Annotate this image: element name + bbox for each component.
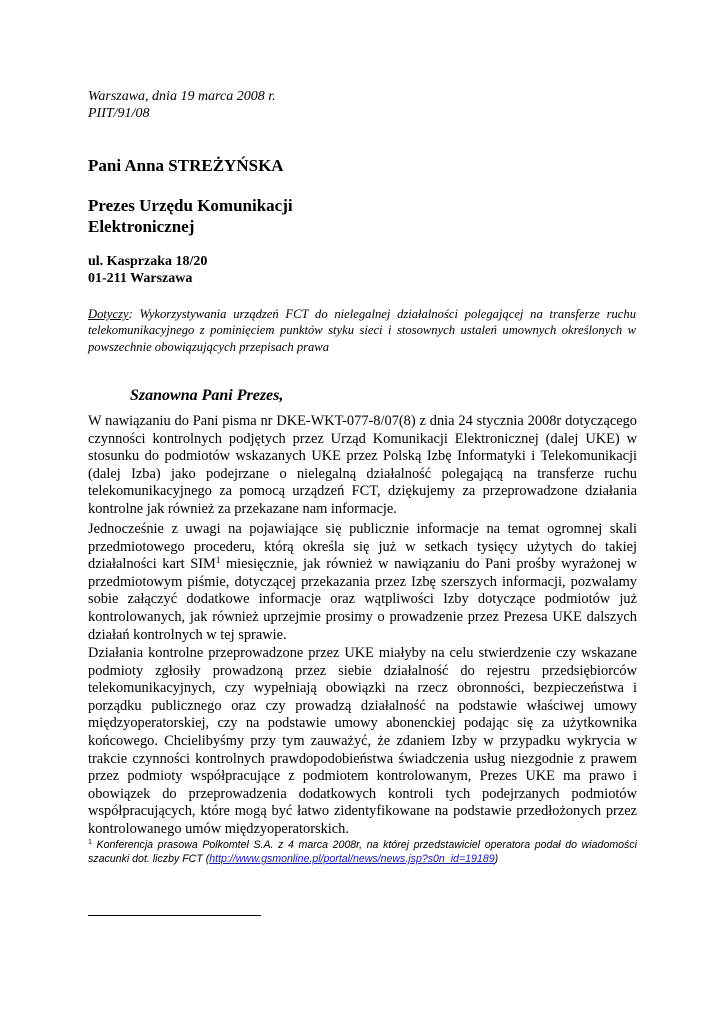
footnote xyxy=(88,838,637,866)
paragraph-2 xyxy=(88,521,637,644)
footnote-link[interactable]: http://www.gsmonline.pl/portal/news/news.jsp?s0n_id=19189 xyxy=(209,853,495,866)
recipient-street: ul. Kasprzaka 18/20 xyxy=(88,254,208,269)
footnote-separator xyxy=(88,915,261,916)
paragraph-1: W nawiązaniu do Pani pisma nr DKE-WKT-077-8/07(8) z dnia 24 stycznia 2008r dotyczącego czynności kontrolnych podjętych przez Urząd Komunikacji Elektronicznej (dalej UKE) w stosunku do podmiotów wskazanych UKE przez Polską Izbę Informatyki i Telekomunikacji (dalej Izba) jako podejrzane o nielegalną działalność polegającą na transferze ruchu telekomunikacyjnego za pomocą urządzeń FCT, dziękujemy za przeprowadzone działania kontrolne jak również za przekazane nam informacje. xyxy=(88,413,637,517)
recipient-name: Pani Anna STREŻYŃSKA xyxy=(88,156,284,175)
salutation: Szanowna Pani Prezes, xyxy=(130,387,284,404)
paragraph-2-text-start: Jednocześnie z uwagi na pojawiające się publicznie informacje na temat ogromnej skali przedmiotowego procederu, którą określa się już w setkach tysięcy użytych do takiej działalności kart SIM xyxy=(88,521,637,573)
recipient-position-line1: Prezes Urzędu Komunikacji xyxy=(88,196,293,215)
footnote-text: Konferencja prasowa Polkomtel S.A. z 4 marca 2008r, na której przedstawiciel operatora podał do wiadomości szacunki dot. liczby FCT ( xyxy=(88,839,637,866)
reference-number: PIIT/91/08 xyxy=(88,106,150,121)
recipient-position-line2: Elektronicznej xyxy=(88,217,195,236)
footnote-marker: 1 xyxy=(88,839,92,846)
footnote-reference: 1 xyxy=(215,555,221,566)
subject-text: : Wykorzystywania urządzeń FCT do nielegalnej działalności polegającej na transferze ruchu telekomunikacyjnego z pominięciem punktów styku sieci i stosownych ustaleń umownych określonych w powszechnie obowiązujących przepisach prawa xyxy=(88,307,636,354)
recipient-city: 01-211 Warszawa xyxy=(88,271,193,286)
paragraph-3: Działania kontrolne przeprowadzone przez UKE miałyby na celu stwierdzenie czy wskazane podmioty zgłosiły prowadzoną przez siebie działalność do rejestru przedsiębiorców telekomunikacyjnych, czy wypełniają obowiązki na rzecz obronności, bezpieczeństwa i porządku publicznego oraz czy prowadzą działalność na podstawie właściwej umowy międzyoperatorskiej, czy na podstawie umowy abonenckiej podając się za użytkownika końcowego. Chcielibyśmy przy tym zauważyć, że zdaniem Izby w przypadku wykrycia w trakcie czynności kontrolnych prawdopodobieństwa świadczenia usług niezgodnie z prawem przez podmioty współpracujące z podmiotem kontrolowanym, Prezes UKE ma prawo i obowiązek do przeprowadzenia dodatkowych kontroli tych podejrzanych podmiotów współpracujących, które mogą być łatwo zidentyfikowane na podstawie przedłożonych przez kontrolowanego umów międzyoperatorskich. xyxy=(88,645,637,837)
place-date: Warszawa, dnia 19 marca 2008 r. xyxy=(88,89,276,104)
subject-line xyxy=(88,306,636,355)
subject-label: Dotyczy xyxy=(88,307,129,321)
paragraph-2-text-end: miesięcznie, jak również w nawiązaniu do Pani prośby wyrażonej w przedmiotowym piśmie, dotyczącej przekazania przez Izbę szerszych informacji, pozwalamy sobie załączyć dodatkowe informacje oraz wątpliwości Izby dotyczące podmiotów już kontrolowanych, jak również uprzejmie prosimy o prowadzenie przez Prezesa UKE dalszych działań kontrolnych w tej sprawie. xyxy=(88,556,638,643)
footnote-close: ) xyxy=(494,853,499,866)
